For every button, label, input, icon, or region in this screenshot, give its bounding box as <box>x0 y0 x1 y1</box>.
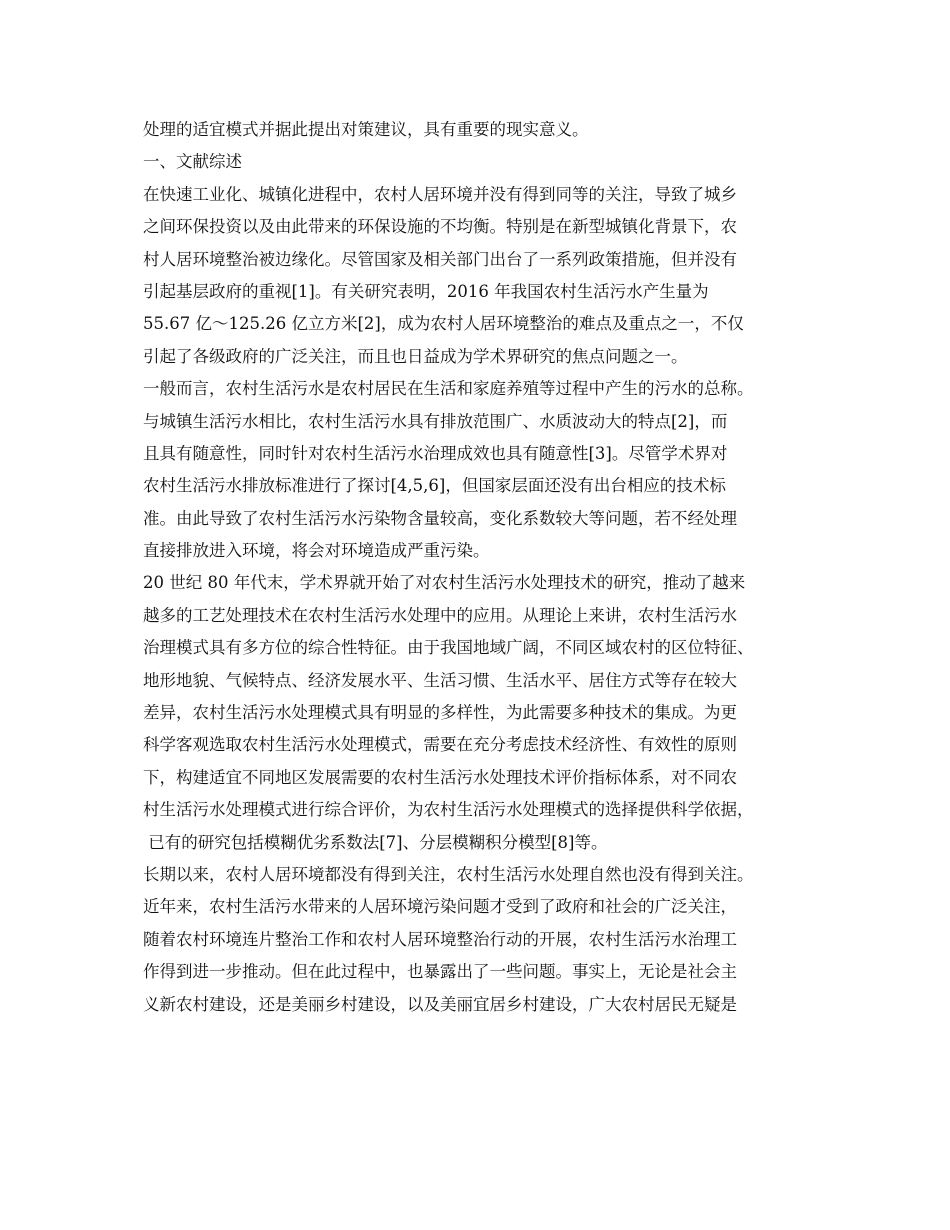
text-line: 作得到进一步推动。但在此过程中，也暴露出了一些问题。事实上，无论是社会主 <box>143 962 737 982</box>
text-line: 治理模式具有多方位的综合性特征。由于我国地域广阔，不同区域农村的区位特征、 <box>143 638 754 658</box>
text-line: 地形地貌、气候特点、经济发展水平、生活习惯、生活水平、居住方式等存在较大 <box>143 670 737 690</box>
text-line: 且具有随意性，同时针对农村生活污水治理成效也具有随意性[3]。尽管学术界对 <box>143 443 728 463</box>
text-line: 55.67 亿～125.26 亿立方米[2]，成为农村人居环境整治的难点及重点之一，不仅 <box>143 314 744 334</box>
text-line: 直接排放进入环境，将会对环境造成严重污染。 <box>143 541 490 561</box>
text-line: 引起基层政府的重视[1]。有关研究表明，2016 年我国农村生活污水产生量为 <box>143 281 709 301</box>
text-line: 农村生活污水排放标准进行了探讨[4,5,6]，但国家层面还没有出台相应的技术标 <box>143 476 726 496</box>
text-line: 义新农村建设，还是美丽乡村建设，以及美丽宜居乡村建设，广大农村居民无疑是 <box>143 994 737 1014</box>
text-line: 村生活污水处理模式进行综合评价，为农村生活污水处理模式的选择提供科学依据， <box>143 800 754 820</box>
text-line: 在快速工业化、城镇化进程中，农村人居环境并没有得到同等的关注，导致了城乡 <box>143 184 737 204</box>
text-line: 下，构建适宜不同地区发展需要的农村生活污水处理技术评价指标体系，对不同农 <box>143 767 737 787</box>
section-heading: 一、文献综述 <box>143 152 242 172</box>
text-line: 近年来，农村生活污水带来的人居环境污染问题才受到了政府和社会的广泛关注， <box>143 897 737 917</box>
text-line: 引起了各级政府的广泛关注，而且也日益成为学术界研究的焦点问题之一。 <box>143 346 688 366</box>
text-line: 科学客观选取农村生活污水处理模式，需要在充分考虑技术经济性、有效性的原则 <box>143 735 737 755</box>
text-line: 越多的工艺处理技术在农村生活污水处理中的应用。从理论上来讲，农村生活污水 <box>143 605 737 625</box>
text-line: 处理的适宜模式并据此提出对策建议，具有重要的现实意义。 <box>143 120 589 139</box>
text-line: 准。由此导致了农村生活污水污染物含量较高，变化系数较大等问题，若不经处理 <box>143 508 737 528</box>
text-line: 之间环保投资以及由此带来的环保设施的不均衡。特别是在新型城镇化背景下，农 <box>143 217 737 237</box>
text-line: 村人居环境整治被边缘化。尽管国家及相关部门出台了一系列政策措施，但并没有 <box>143 249 737 269</box>
text-line: 已有的研究包括模糊优劣系数法[7]、分层模糊积分模型[8]等。 <box>143 832 608 852</box>
text-line: 差异，农村生活污水处理模式具有明显的多样性，为此需要多种技术的集成。为更 <box>143 703 737 723</box>
text-line: 20 世纪 80 年代末，学术界就开始了对农村生活污水处理技术的研究，推动了越来 <box>143 573 746 593</box>
text-line: 长期以来，农村人居环境都没有得到关注，农村生活污水处理自然也没有得到关注。 <box>143 864 754 884</box>
document-body <box>143 114 833 1021</box>
text-line: 与城镇生活污水相比，农村生活污水具有排放范围广、水质波动大的特点[2]，而 <box>143 411 728 431</box>
text-line: 随着农村环境连片整治工作和农村人居环境整治行动的开展，农村生活污水治理工 <box>143 929 737 949</box>
text-line: 一般而言，农村生活污水是农村居民在生活和家庭养殖等过程中产生的污水的总称。 <box>143 379 754 399</box>
